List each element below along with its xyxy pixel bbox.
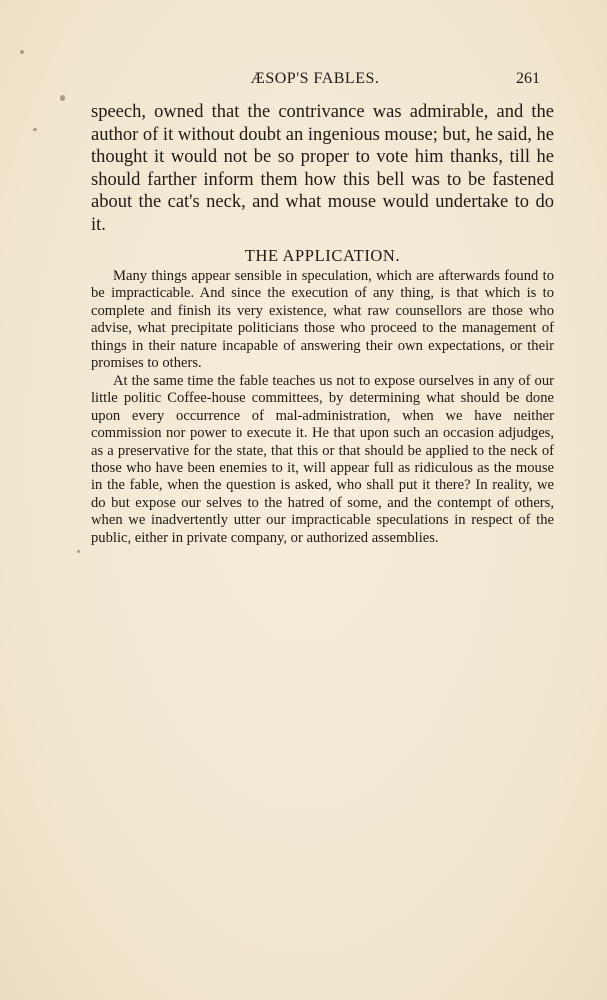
- running-title: ÆSOP'S FABLES.: [250, 70, 380, 87]
- application-paragraph-2: At the same time the fable teaches us not to expose ourselves in any of our little politic Coffee-house committees, by determining what should be done upon every occurrence of mal-administration, when we have neither commission nor power to execute it. He that upon such an occasion adjudges, as a preservative for the state, that this or that should be applied to the neck of those who have been enemies to it, will appear full as ridiculous as the mouse in the fable, when the question is asked, who shall put it there? In reality, we do but expose our selves to the hatred of some, and the contempt of others, when we inadvertently utter our impracticable speculations in respect of the public, either in private company, or authorized assemblies.: [91, 372, 554, 546]
- ink-speck: [33, 128, 37, 131]
- ink-speck: [60, 95, 65, 101]
- running-head: [90, 70, 540, 94]
- page-number: 261: [516, 70, 540, 87]
- story-paragraph: speech, owned that the contrivance was admirable, and the author of it without doubt an ingenious mouse; but, he said, he thought it would not be so proper to vote him thanks, till he should farther inform them how this bell was to be fastened about the cat's neck, and what mouse would undertake to do it.: [91, 102, 554, 235]
- story-text: [91, 101, 554, 236]
- application-heading: THE APPLICATION.: [244, 246, 401, 265]
- application-text: [91, 268, 554, 547]
- ink-speck: [20, 50, 24, 54]
- ink-speck: [77, 550, 80, 553]
- application-paragraph-1: Many things appear sensible in speculation, which are afterwards found to be impracticable. And since the execution of any thing, is that which is to complete and finish its very existence, what raw counsellors are those who advise, what precipitate politicians those who proceed to the management of things in their nature incapable of answering their own expectations, or their promises to others.: [91, 268, 554, 372]
